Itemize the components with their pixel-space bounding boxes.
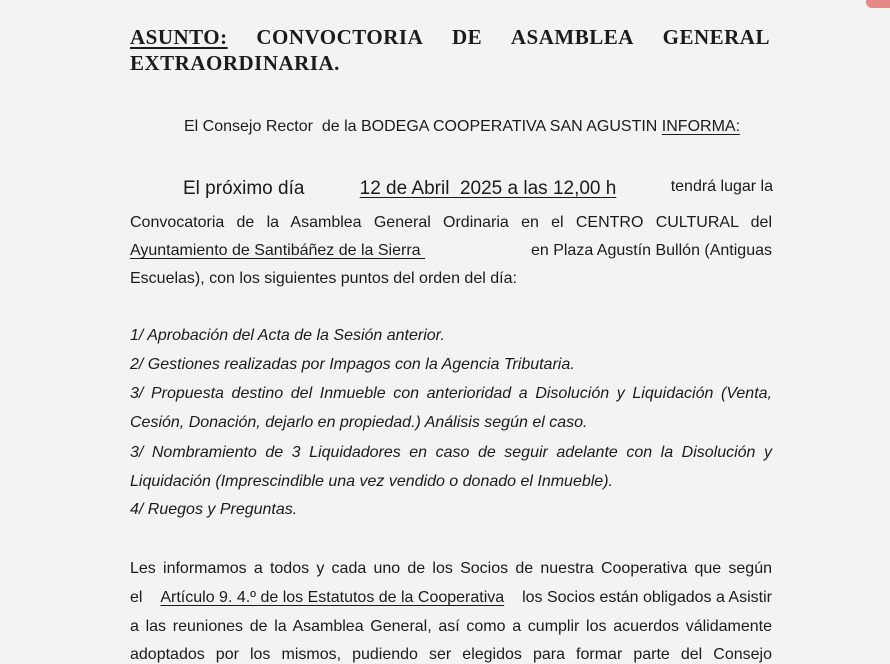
para1-end: tendrá lugar la xyxy=(666,178,773,195)
para2-line-3: a las reuniones de la Asamblea General, así como a cumplir los acuerdos válidamente xyxy=(130,618,772,635)
subject-line-2: EXTRAORDINARIA. xyxy=(130,51,340,75)
para1-line-4: Escuelas), con los siguientes puntos del orden del día: xyxy=(130,270,517,287)
agenda-item-3: 3/ Propuesta destino del Inmueble con anterioridad a Disolución y Liquidación (Venta, xyxy=(130,385,772,402)
subject-word: DE xyxy=(451,25,483,49)
para1-start: El próximo día xyxy=(183,178,310,199)
agenda-item-4-cont: Liquidación (Imprescindible una vez vendido o donado el Inmueble). xyxy=(130,473,613,490)
subject-word: ASAMBLEA xyxy=(510,25,634,49)
para1-line-2: Convocatoria de la Asamblea General Ordinaria en el CENTRO CULTURAL del xyxy=(130,214,772,231)
para2-line-2-end: los Socios están obligados a Asistir xyxy=(517,589,772,606)
agenda-item-3-cont: Cesión, Donación, dejarlo en propiedad.) Análisis según el caso. xyxy=(130,414,588,431)
statute-article: Artículo 9. 4.º de los Estatutos de la Cooperativa xyxy=(160,589,505,606)
para1-line-3 xyxy=(130,242,772,260)
para2-line-1: Les informamos a todos y cada uno de los Socios de nuestra Cooperativa que según xyxy=(130,560,772,577)
meeting-date: 12 de Abril 2025 a las 12,00 h xyxy=(359,178,617,199)
para2-line-4: adoptados por los mismos, pudiendo ser elegidos para formar parte del Consejo xyxy=(130,646,772,663)
para1-line-1 xyxy=(183,178,773,200)
agenda-item-2: 2/ Gestiones realizadas por Impagos con la Agencia Tributaria. xyxy=(130,356,575,373)
subject-word: GENERAL xyxy=(662,25,770,49)
intro-text: El Consejo Rector de la BODEGA COOPERATIVA SAN AGUSTIN xyxy=(184,118,662,135)
intro-line xyxy=(184,118,774,136)
para1-line-3-rest: en Plaza Agustín Bullón (Antiguas xyxy=(530,242,772,259)
corner-mark xyxy=(866,0,890,8)
para2-line-2-start: el xyxy=(130,589,147,606)
para2-line-2 xyxy=(130,589,772,607)
intro-highlight: INFORMA: xyxy=(661,118,741,135)
subject-label: ASUNTO: xyxy=(130,25,228,49)
subject-heading xyxy=(130,24,770,76)
agenda-item-1: 1/ Aprobación del Acta de la Sesión anterior. xyxy=(130,327,445,344)
subject-word: CONVOCTORIA xyxy=(256,25,424,49)
agenda-item-5: 4/ Ruegos y Preguntas. xyxy=(130,501,298,518)
meeting-place: Ayuntamiento de Santibáñez de la Sierra xyxy=(130,242,426,259)
agenda-item-4: 3/ Nombramiento de 3 Liquidadores en caso de seguir adelante con la Disolución y xyxy=(130,444,772,461)
